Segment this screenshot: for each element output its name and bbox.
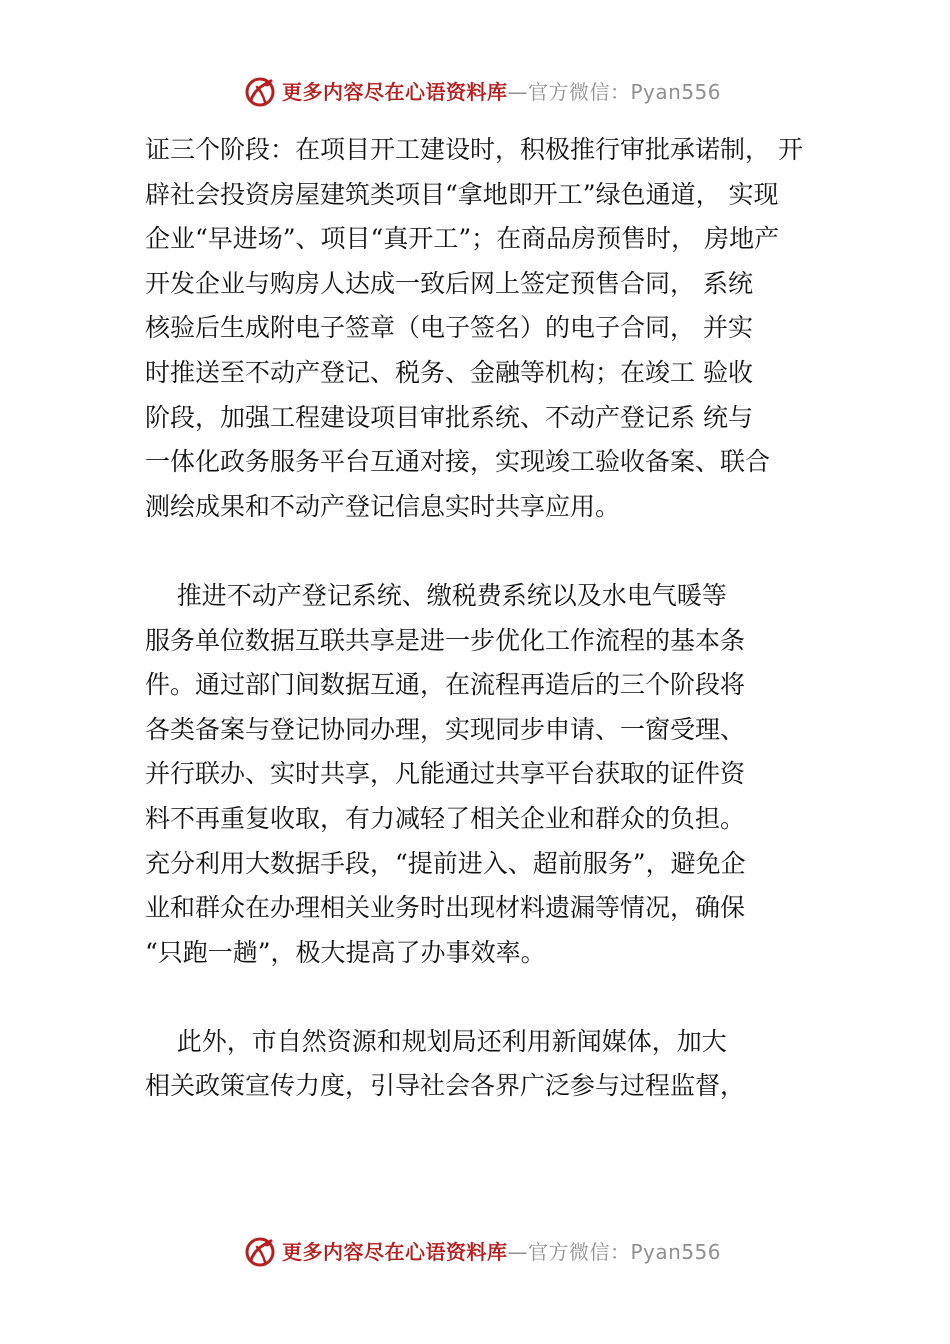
banner-text <box>282 79 721 105</box>
site-name: 更多内容尽在心语资料库 <box>282 80 508 104</box>
text-line: 推进不动产登记系统、缴税费系统以及水电气暖等 <box>145 580 727 610</box>
paragraph-gap <box>145 529 845 574</box>
text-line: 核验后生成附电子签章（电子签名）的电子合同， 并实 <box>145 313 753 343</box>
text-line: “只跑一趟”，极大提高了办事效率。 <box>145 937 546 967</box>
text-line: 相关政策宣传力度，引导社会各界广泛参与过程监督， <box>145 1071 746 1101</box>
text-line: 企业“早进场”、项目“真开工”；在商品房预售时， 房地产 <box>145 224 780 254</box>
footer-banner <box>0 1233 950 1273</box>
text-line: 充分利用大数据手段，“提前进入、超前服务”，避免企 <box>145 848 746 878</box>
text-line: 时推送至不动产登记、税务、金融等机构；在竣工 验收 <box>145 357 753 387</box>
wechat-id: 官方微信：Pyan556 <box>528 1240 722 1264</box>
paragraph-3 <box>145 1020 845 1109</box>
text-line: 此外，市自然资源和规划局还利用新闻媒体，加大 <box>145 1026 727 1056</box>
text-line: 阶段，加强工程建设项目审批系统、不动产登记系 统与 <box>145 402 753 432</box>
logo-icon <box>243 75 277 109</box>
text-line: 料不再重复收取，有力减轻了相关企业和群众的负担。 <box>145 803 746 833</box>
paragraph-2 <box>145 574 845 975</box>
paragraph-gap <box>145 975 845 1020</box>
banner-dash: — <box>507 1240 528 1264</box>
text-line: 证三个阶段：在项目开工建设时，积极推行审批承诺制， 开 <box>145 135 803 164</box>
document-body <box>145 128 845 1109</box>
text-line: 一体化政务服务平台互通对接，实现竣工验收备案、联合 <box>145 447 771 477</box>
text-line: 辟社会投资房屋建筑类项目“拿地即开工”绿色通道， 实现 <box>145 179 779 209</box>
text-line: 服务单位数据互联共享是进一步优化工作流程的基本条 <box>145 625 746 655</box>
banner-dash: — <box>507 80 528 104</box>
wechat-id: 官方微信：Pyan556 <box>528 80 722 104</box>
site-name: 更多内容尽在心语资料库 <box>282 1240 508 1264</box>
logo-icon <box>243 1235 277 1269</box>
header-banner <box>0 73 950 113</box>
text-line: 并行联办、实时共享，凡能通过共享平台获取的证件资 <box>145 759 746 789</box>
text-line: 各类备案与登记协同办理，实现同步申请、一窗受理、 <box>145 714 746 744</box>
text-line: 测绘成果和不动产登记信息实时共享应用。 <box>145 491 621 521</box>
text-line: 件。通过部门间数据互通，在流程再造后的三个阶段将 <box>145 670 746 700</box>
text-line: 业和群众在办理相关业务时出现材料遗漏等情况，确保 <box>145 893 746 923</box>
paragraph-1 <box>145 128 845 529</box>
text-line: 开发企业与购房人达成一致后网上签定预售合同， 系统 <box>145 268 753 298</box>
banner-text <box>282 1239 721 1265</box>
